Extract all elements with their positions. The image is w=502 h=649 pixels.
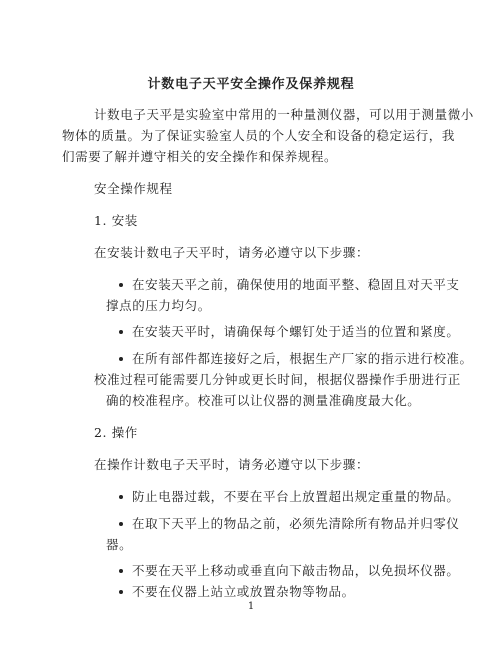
- install-tail: 校准过程可能需要几分钟或更长时间，根据仪器操作手册进行正: [94, 372, 461, 387]
- bullet-icon: [119, 283, 123, 287]
- bullet-icon: [119, 330, 123, 334]
- operation-bullet: 防止电器过载，不要在平台上放置超出规定重量的物品。: [132, 489, 460, 504]
- intro-line: 物体的质量。为了保证实验室人员的个人安全和设备的稳定运行，我: [62, 128, 456, 143]
- operation-lead: 在操作计数电子天平时，请务必遵守以下步骤：: [94, 457, 370, 472]
- subsection-heading-operation: 2. 操作: [94, 425, 138, 440]
- intro-line: 计数电子天平是实验室中常用的一种量测仪器，可以用于测量微小: [94, 107, 474, 122]
- bullet-icon: [119, 590, 123, 594]
- bullet-icon: [119, 357, 123, 361]
- operation-bullet: 不要在仪器上站立或放置杂物等物品。: [132, 584, 355, 599]
- install-tail: 确的校准程序。校准可以让仪器的测量准确度最大化。: [106, 393, 421, 408]
- install-bullet: 在安装天平之前，确保使用的地面平整、稳固且对天平支: [132, 277, 460, 292]
- subsection-heading-install: 1. 安装: [94, 213, 138, 228]
- page-number: 1: [247, 601, 255, 612]
- section-heading: 安全操作规程: [94, 181, 173, 196]
- install-bullet-continued: 撑点的压力均匀。: [106, 298, 211, 313]
- install-bullet: 在所有部件都连接好之后，根据生产厂家的指示进行校准。: [132, 351, 473, 366]
- operation-bullet: 在取下天平上的物品之前，必须先清除所有物品并归零仪: [132, 516, 460, 531]
- bullet-icon: [119, 522, 123, 526]
- operation-bullet: 不要在天平上移动或垂直向下敲击物品，以免损坏仪器。: [132, 563, 460, 578]
- install-bullet: 在安装天平时，请确保每个螺钉处于适当的位置和紧度。: [132, 324, 460, 339]
- intro-line: 们需要了解并遵守相关的安全操作和保养规程。: [62, 149, 338, 164]
- operation-bullet-continued: 器。: [106, 537, 133, 552]
- install-lead: 在安装计数电子天平时，请务必遵守以下步骤：: [94, 245, 370, 260]
- document-title: 计数电子天平安全操作及保养规程: [147, 77, 355, 92]
- bullet-icon: [119, 569, 123, 573]
- bullet-icon: [119, 495, 123, 499]
